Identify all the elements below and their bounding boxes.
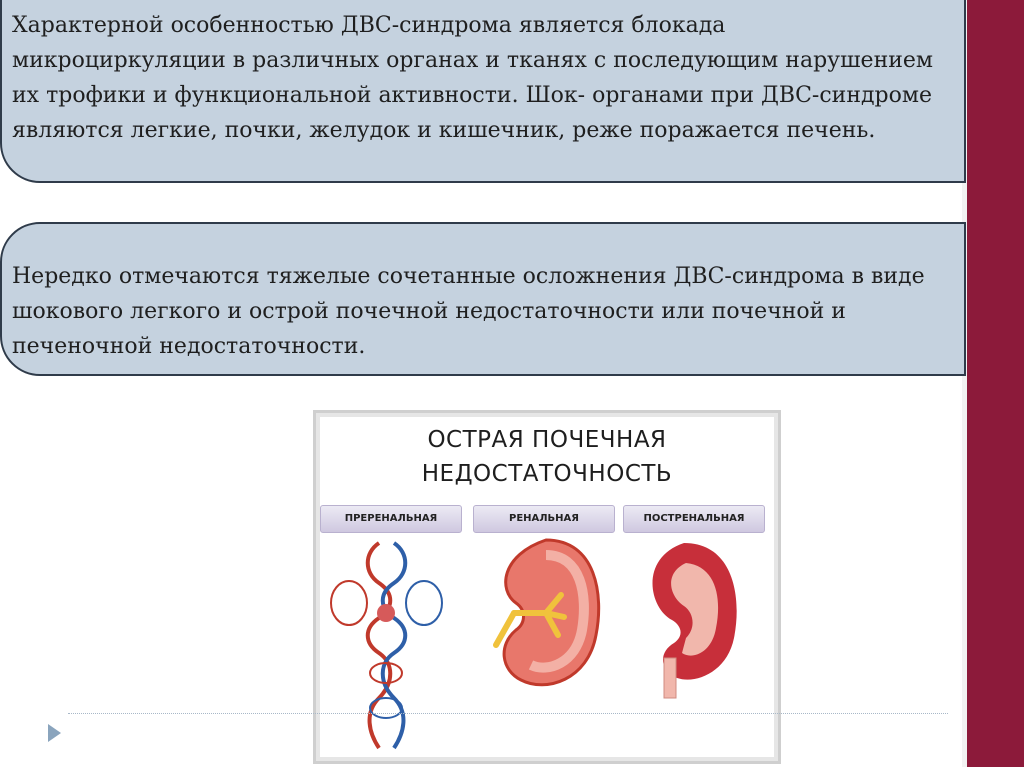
kidney-renal-illustration: [486, 535, 606, 695]
callout-dic-complications-text: Нередко отмечаются тяжелые сочетанные осложнения ДВС-синдрома в виде шокового легкого и острой почечной недостаточности или почечной и печеночной недостаточности.: [12, 264, 925, 359]
tab-postrenal: ПОСТРЕНАЛЬНАЯ: [623, 505, 765, 533]
footer-dotted-line: [68, 713, 948, 714]
next-slide-arrow-icon[interactable]: [48, 724, 61, 742]
figure-title-line1: ОСТРАЯ ПОЧЕЧНАЯ: [427, 427, 667, 453]
kidney-postrenal-illustration: [634, 538, 744, 703]
tab-renal: РЕНАЛЬНАЯ: [473, 505, 615, 533]
figure-title-line2: НЕДОСТАТОЧНОСТЬ: [421, 461, 673, 487]
callout-dic-features: [0, 0, 966, 183]
acute-renal-failure-figure: [313, 410, 781, 764]
callout-dic-features-text: Характерной особенностью ДВС-синдрома является блокада микроциркуляции в различных органах и тканях с последующим нарушением их трофики и функциональной активности. Шок- органами при ДВС-синдроме являются легкие, почки, желудок и кишечник, реже поражается печень.: [12, 13, 934, 143]
figure-title: [316, 423, 778, 491]
accent-side-bar: [967, 0, 1024, 767]
callout-dic-complications: [0, 222, 966, 376]
circulation-illustration: [324, 533, 454, 753]
tab-prerenal: ПРЕРЕНАЛЬНАЯ: [320, 505, 462, 533]
